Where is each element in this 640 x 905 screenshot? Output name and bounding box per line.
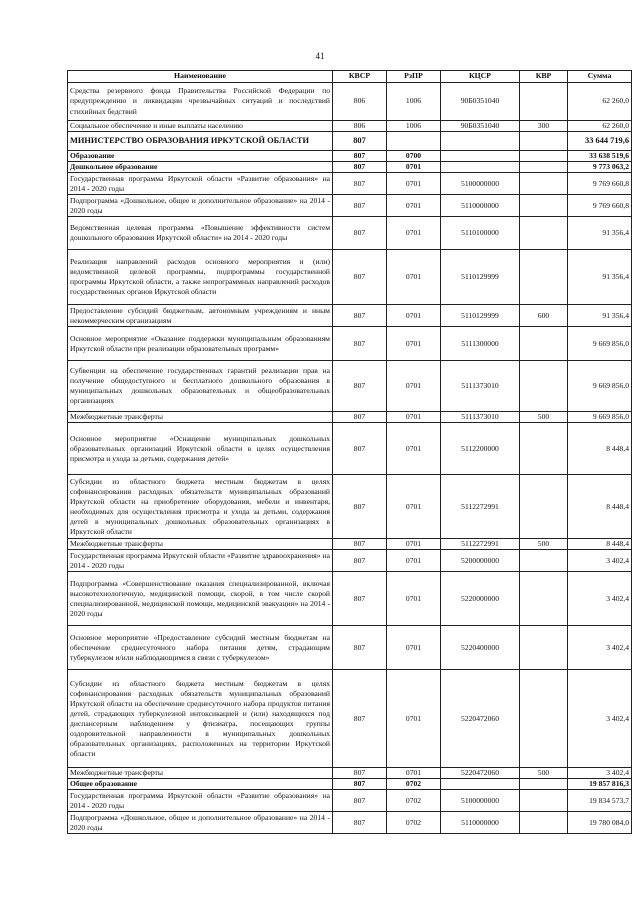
row-sum: 3 402,4	[568, 572, 632, 626]
row-kcsr: 5112272991	[441, 539, 520, 550]
row-sum: 8 448,4	[568, 423, 632, 475]
row-kvsr: 806	[333, 83, 387, 121]
row-kvr	[520, 173, 568, 195]
row-sum: 91 356,4	[568, 217, 632, 250]
row-sum: 9 769 660,8	[568, 173, 632, 195]
row-name: Подпрограмма «Дошкольное, общее и дополнительное образование» на 2014 - 2020 годы	[68, 812, 333, 834]
row-kvsr: 807	[333, 475, 387, 539]
row-kcsr: 5110000000	[441, 195, 520, 217]
row-kvsr: 807	[333, 768, 387, 779]
row-sum: 62 260,0	[568, 83, 632, 121]
table-row	[68, 790, 632, 812]
row-kvsr: 807	[333, 217, 387, 250]
row-kvr	[520, 195, 568, 217]
row-name: Межбюджетные трансферты	[68, 539, 333, 550]
row-name: Субсидии из областного бюджета местным бюджетам в целях софинансирования расходных обязательств муниципальных образований Иркутской области на приобретение оборудования, мебели и инвентаря, необходимых для осуществления присмотра и ухода за детьми, содержания детей в муниципальных дошкольных образовательных организациях в Иркутской области	[68, 475, 333, 539]
row-kvr	[520, 250, 568, 305]
table-row	[68, 539, 632, 550]
row-sum: 19 834 573,7	[568, 790, 632, 812]
row-kcsr: 5100000000	[441, 173, 520, 195]
page-number: 41	[315, 51, 325, 61]
row-rzpr	[387, 132, 441, 151]
row-sum: 3 402,4	[568, 626, 632, 670]
row-name: Основное мероприятие «Оснащение муниципальных дошкольных образовательных организаций Иркутской области в целях осуществления присмотра и ухода за детьми, содержания детей»	[68, 423, 333, 475]
row-kvsr: 807	[333, 162, 387, 173]
row-sum: 19 780 084,0	[568, 812, 632, 834]
table-row	[68, 550, 632, 572]
row-name: Основное мероприятие «Оказание поддержки муниципальным образованиям Иркутской области при реализации образовательных программ»	[68, 327, 333, 361]
header-kvsr: КВСР	[333, 71, 387, 83]
table-row	[68, 217, 632, 250]
table-row	[68, 412, 632, 423]
row-rzpr: 1006	[387, 83, 441, 121]
row-kvr	[520, 475, 568, 539]
table-row	[68, 768, 632, 779]
row-sum: 3 402,4	[568, 670, 632, 768]
row-kvr: 500	[520, 539, 568, 550]
table-row	[68, 475, 632, 539]
row-kcsr	[441, 779, 520, 790]
row-kvr	[520, 132, 568, 151]
row-kvr	[520, 423, 568, 475]
header-kvr: КВР	[520, 71, 568, 83]
row-kcsr	[441, 151, 520, 162]
row-sum: 33 638 519,6	[568, 151, 632, 162]
table-row	[68, 327, 632, 361]
row-kcsr: 5200000000	[441, 550, 520, 572]
row-sum: 62 260,0	[568, 121, 632, 132]
row-sum: 8 448,4	[568, 539, 632, 550]
row-rzpr: 0701	[387, 670, 441, 768]
row-sum: 3 402,4	[568, 550, 632, 572]
table-row	[68, 670, 632, 768]
row-kcsr: 5220472060	[441, 670, 520, 768]
row-rzpr: 0702	[387, 812, 441, 834]
row-name: Общее образование	[68, 779, 333, 790]
row-kvsr: 807	[333, 305, 387, 327]
row-rzpr: 0701	[387, 423, 441, 475]
table-row	[68, 779, 632, 790]
row-name: Образование	[68, 151, 333, 162]
row-name: Межбюджетные трансферты	[68, 768, 333, 779]
row-rzpr: 0701	[387, 217, 441, 250]
row-kvsr: 807	[333, 626, 387, 670]
row-rzpr: 0701	[387, 361, 441, 412]
row-kcsr: 5220400000	[441, 626, 520, 670]
row-rzpr: 0701	[387, 626, 441, 670]
table-row	[68, 173, 632, 195]
row-kcsr: 5220472060	[441, 768, 520, 779]
row-kcsr: 5220000000	[441, 572, 520, 626]
row-sum: 19 857 816,3	[568, 779, 632, 790]
table-header-row	[68, 71, 632, 83]
row-sum: 9 669 856,0	[568, 361, 632, 412]
row-sum: 9 669 856,0	[568, 412, 632, 423]
row-kvsr: 807	[333, 250, 387, 305]
row-name: Основное мероприятие «Предоставление субсидий местным бюджетам на обеспечение среднесуточного набора питания детям, страдающим туберкулезом и/или наблюдающимся в связи с туберкулезом»	[68, 626, 333, 670]
row-name: Средства резервного фонда Правительства Российской Федерации по предупреждению и ликвидации чрезвычайных ситуаций и последствий стихийных бедствий	[68, 83, 333, 121]
table-row	[68, 162, 632, 173]
row-rzpr: 0701	[387, 539, 441, 550]
row-kvr	[520, 151, 568, 162]
header-kcsr: КЦСР	[441, 71, 520, 83]
table-row	[68, 151, 632, 162]
row-name: Государственная программа Иркутской области «Развитие образования» на 2014 - 2020 годы	[68, 790, 333, 812]
table-row	[68, 305, 632, 327]
row-kvsr: 807	[333, 572, 387, 626]
row-kvsr: 807	[333, 812, 387, 834]
table-row	[68, 361, 632, 412]
row-rzpr: 0701	[387, 305, 441, 327]
row-name: МИНИСТЕРСТВО ОБРАЗОВАНИЯ ИРКУТСКОЙ ОБЛАСТИ	[68, 132, 333, 151]
row-kvr	[520, 217, 568, 250]
row-kcsr: 90Б0351040	[441, 121, 520, 132]
header-name: Наименование	[68, 71, 333, 83]
table-row	[68, 572, 632, 626]
row-sum: 33 644 719,6	[568, 132, 632, 151]
row-kvsr: 807	[333, 550, 387, 572]
table-row	[68, 83, 632, 121]
row-kcsr: 5112200000	[441, 423, 520, 475]
row-kvsr: 807	[333, 151, 387, 162]
row-rzpr: 0701	[387, 250, 441, 305]
row-name: Межбюджетные трансферты	[68, 412, 333, 423]
row-kvsr: 807	[333, 790, 387, 812]
row-kvsr: 807	[333, 132, 387, 151]
row-rzpr: 0701	[387, 195, 441, 217]
row-kvsr: 807	[333, 670, 387, 768]
row-kvr: 600	[520, 305, 568, 327]
row-rzpr: 0701	[387, 572, 441, 626]
row-kvsr: 807	[333, 539, 387, 550]
row-sum: 91 356,4	[568, 305, 632, 327]
row-kvr	[520, 626, 568, 670]
table-row	[68, 812, 632, 834]
row-kvsr: 807	[333, 423, 387, 475]
row-kvsr: 807	[333, 779, 387, 790]
row-sum: 8 448,4	[568, 475, 632, 539]
row-kvr	[520, 779, 568, 790]
row-rzpr: 0701	[387, 162, 441, 173]
row-kvr	[520, 572, 568, 626]
row-kvr	[520, 550, 568, 572]
row-rzpr: 0701	[387, 327, 441, 361]
row-kvr	[520, 162, 568, 173]
row-sum: 9 769 660,8	[568, 195, 632, 217]
row-rzpr: 0702	[387, 779, 441, 790]
row-kcsr	[441, 132, 520, 151]
table-row	[68, 195, 632, 217]
row-kcsr: 5110100000	[441, 217, 520, 250]
row-kcsr: 5111373010	[441, 361, 520, 412]
table-row	[68, 626, 632, 670]
row-kvr	[520, 812, 568, 834]
row-kvsr: 807	[333, 195, 387, 217]
row-kcsr: 5112272991	[441, 475, 520, 539]
row-kcsr	[441, 162, 520, 173]
row-kcsr: 5100000000	[441, 790, 520, 812]
row-name: Ведомственная целевая программа «Повышение эффективности систем дошкольного образования Иркутской области» на 2014 - 2020 годы	[68, 217, 333, 250]
row-name: Субсидии из областного бюджета местным бюджетам в целях софинансирования расходных обязательств муниципальных образований Иркутской области на обеспечение среднесуточного набора продуктов питания детей, страдающих туберкулезной интоксикацией и (или) находящихся под диспансерным наблюдением у фтизиатра, посещающих группы оздоровительной направленности в муниципальных дошкольных образовательных организациях, расположенных на территории Иркутской области	[68, 670, 333, 768]
row-sum: 9 773 063,2	[568, 162, 632, 173]
row-kvsr: 807	[333, 173, 387, 195]
row-sum: 3 402,4	[568, 768, 632, 779]
row-kvr	[520, 670, 568, 768]
row-kvsr: 806	[333, 121, 387, 132]
budget-table	[67, 70, 632, 834]
row-rzpr: 0702	[387, 790, 441, 812]
row-sum: 91 356,4	[568, 250, 632, 305]
row-kvsr: 807	[333, 361, 387, 412]
row-kvr: 500	[520, 412, 568, 423]
row-rzpr: 0701	[387, 475, 441, 539]
row-name: Социальное обеспечение и иные выплаты населению	[68, 121, 333, 132]
row-name: Предоставление субсидий бюджетным, автономным учреждениям и иным некоммерческим организациям	[68, 305, 333, 327]
header-rzpr: РзПР	[387, 71, 441, 83]
row-kcsr: 5110129999	[441, 250, 520, 305]
row-rzpr: 0701	[387, 412, 441, 423]
row-kcsr: 5111373010	[441, 412, 520, 423]
row-rzpr: 1006	[387, 121, 441, 132]
table-row	[68, 250, 632, 305]
row-kvr	[520, 327, 568, 361]
row-kvr: 300	[520, 121, 568, 132]
row-name: Субвенции на обеспечение государственных гарантий реализации прав на получение общедоступного и бесплатного дошкольного образования в муниципальных дошкольных образовательных и общеобразовательных организациях	[68, 361, 333, 412]
row-name: Государственная программа Иркутской области «Развитие образования» на 2014 - 2020 годы	[68, 173, 333, 195]
row-rzpr: 0701	[387, 768, 441, 779]
row-rzpr: 0701	[387, 173, 441, 195]
row-name: Подпрограмма «Совершенствование оказания специализированной, включая высокотехнологичную, медицинской помощи, скорой, в том числе скорой специализированной, медицинской помощи, медицинской эвакуации» на 2014 - 2020 годы	[68, 572, 333, 626]
table-row	[68, 423, 632, 475]
row-kvr: 500	[520, 768, 568, 779]
header-sum: Сумма	[568, 71, 632, 83]
row-kvr	[520, 790, 568, 812]
row-kvr	[520, 361, 568, 412]
row-kcsr: 5111300000	[441, 327, 520, 361]
row-kcsr: 5110129999	[441, 305, 520, 327]
row-kvsr: 807	[333, 327, 387, 361]
row-name: Государственная программа Иркутской области «Развитие здравоохранения» на 2014 - 2020 годы	[68, 550, 333, 572]
row-name: Реализация направлений расходов основного мероприятия и (или) ведомственной целевой программы, подпрограммы государственной программы Иркутской области, а также непрограммных направлений расходов государственных органов Иркутской области	[68, 250, 333, 305]
row-name: Дошкольное образование	[68, 162, 333, 173]
row-kvsr: 807	[333, 412, 387, 423]
table-row	[68, 121, 632, 132]
row-kcsr: 90Б0351040	[441, 83, 520, 121]
row-rzpr: 0700	[387, 151, 441, 162]
row-sum: 9 669 856,0	[568, 327, 632, 361]
row-kcsr: 5110000000	[441, 812, 520, 834]
row-name: Подпрограмма «Дошкольное, общее и дополнительное образование» на 2014 - 2020 годы	[68, 195, 333, 217]
row-kvr	[520, 83, 568, 121]
row-rzpr: 0701	[387, 550, 441, 572]
table-row	[68, 132, 632, 151]
